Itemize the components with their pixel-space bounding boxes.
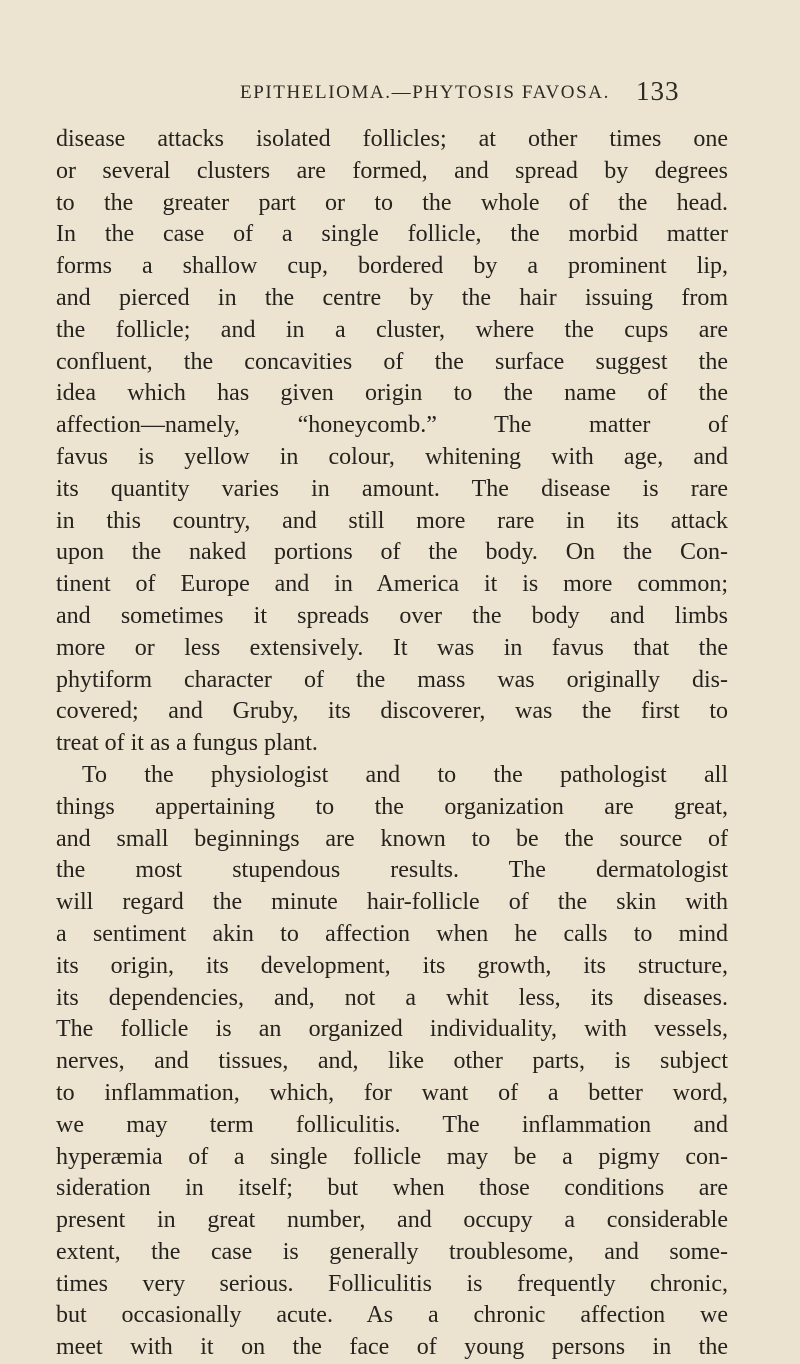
text-line: nerves, and tissues, and, like other parts, is subject <box>56 1048 728 1075</box>
text-line: confluent, the concavities of the surface suggest the <box>56 348 728 375</box>
text-line: and pierced in the centre by the hair issuing from <box>56 284 728 311</box>
text-line: we may term folliculitis. The inflammation and <box>56 1111 728 1138</box>
text-line: extent, the case is generally troublesome, and some- <box>56 1238 728 1265</box>
text-line: favus is yellow in colour, whitening with age, and <box>56 443 728 470</box>
text-line: its dependencies, and, not a whit less, its diseases. <box>56 984 728 1011</box>
text-line: or several clusters are formed, and spread by degrees <box>56 157 728 184</box>
text-line: idea which has given origin to the name of the <box>56 380 728 407</box>
paragraph-end-line: treat of it as a fungus plant. <box>56 730 318 757</box>
text-line: things appertaining to the organization are great, <box>56 793 728 820</box>
text-line: to the greater part or to the whole of the head. <box>56 189 728 216</box>
text-line: more or less extensively. It was in favus that the <box>56 634 728 661</box>
text-line: and sometimes it spreads over the body and limbs <box>56 602 728 629</box>
text-line: in this country, and still more rare in its attack <box>56 507 728 534</box>
text-line: but occasionally acute. As a chronic affection we <box>56 1302 728 1329</box>
text-line: upon the naked portions of the body. On the Con- <box>56 539 728 566</box>
text-line: forms a shallow cup, bordered by a prominent lip, <box>56 253 728 280</box>
text-line: meet with it on the face of young persons in the <box>56 1334 728 1361</box>
text-line: affection—namely, “honeycomb.” The matter of <box>56 412 728 439</box>
running-head <box>0 76 800 112</box>
body-text <box>56 124 728 1364</box>
text-line: covered; and Gruby, its discoverer, was the first to <box>56 698 728 725</box>
text-line: will regard the minute hair-follicle of the skin with <box>56 889 728 916</box>
text-line: a sentiment akin to affection when he calls to mind <box>56 920 728 947</box>
text-line: the follicle; and in a cluster, where the cups are <box>56 316 728 343</box>
text-line: present in great number, and occupy a considerable <box>56 1207 728 1234</box>
text-line: the most stupendous results. The dermatologist <box>56 857 728 884</box>
text-line: sideration in itself; but when those conditions are <box>56 1175 728 1202</box>
running-title: EPITHELIOMA.—PHYTOSIS FAVOSA. <box>240 82 610 103</box>
text-line: hyperæmia of a single follicle may be a pigmy con- <box>56 1143 728 1170</box>
page-number: 133 <box>636 76 680 106</box>
text-line: to inflammation, which, for want of a better word, <box>56 1079 728 1106</box>
text-line: The follicle is an organized individuality, with vessels, <box>56 1016 728 1043</box>
text-line: tinent of Europe and in America it is more common; <box>56 571 728 598</box>
paragraph-start-line: To the physiologist and to the pathologist all <box>82 761 728 788</box>
text-line: its quantity varies in amount. The disease is rare <box>56 475 728 502</box>
text-line: phytiform character of the mass was originally dis- <box>56 666 728 693</box>
text-line: and small beginnings are known to be the source of <box>56 825 728 852</box>
text-line: times very serious. Folliculitis is frequently chronic, <box>56 1270 728 1297</box>
text-line: its origin, its development, its growth, its structure, <box>56 952 728 979</box>
text-line: In the case of a single follicle, the morbid matter <box>56 221 728 248</box>
text-line: disease attacks isolated follicles; at other times one <box>56 126 728 152</box>
